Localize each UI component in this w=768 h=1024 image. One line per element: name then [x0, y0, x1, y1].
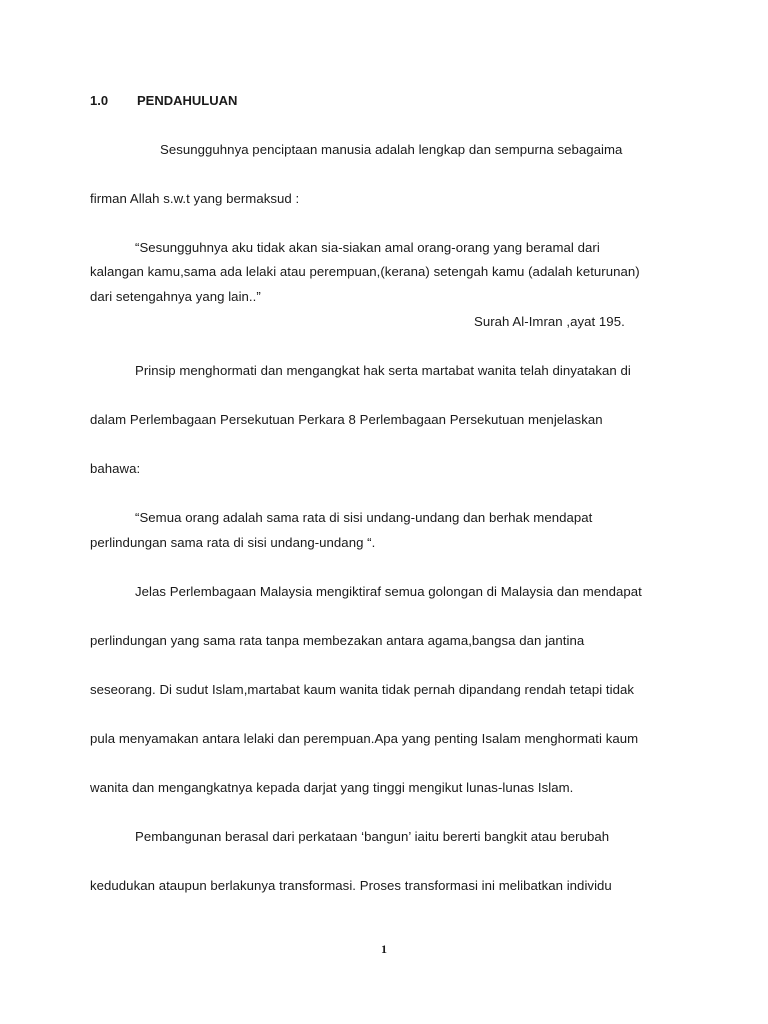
section-title: PENDAHULUAN [137, 93, 238, 108]
paragraph-line: Sesungguhnya penciptaan manusia adalah lengkap dan sempurna sebagaima [160, 142, 623, 157]
quote-line: “Semua orang adalah sama rata di sisi undang-undang dan berhak mendapat [135, 510, 593, 525]
paragraph-line: Prinsip menghormati dan mengangkat hak serta martabat wanita telah dinyatakan di [135, 363, 631, 378]
quote-line: dari setengahnya yang lain..” [90, 289, 261, 304]
quote-citation: Surah Al-Imran ,ayat 195. [474, 314, 625, 329]
paragraph-line: Pembangunan berasal dari perkataan ‘bangun’ iaitu bererti bangkit atau berubah [135, 829, 610, 844]
paragraph-line: dalam Perlembagaan Persekutuan Perkara 8 Perlembagaan Persekutuan menjelaskan [90, 412, 603, 427]
quote-line: perlindungan sama rata di sisi undang-undang “. [90, 535, 376, 550]
quote-line: kalangan kamu,sama ada lelaki atau perempuan,(kerana) setengah kamu (adalah keturunan) [90, 264, 640, 279]
paragraph-line: firman Allah s.w.t yang bermaksud : [90, 191, 300, 206]
section-number: 1.0 [90, 93, 109, 108]
page-number: 1 [381, 942, 387, 956]
paragraph-line: wanita dan mengangkatnya kepada darjat yang tinggi mengikut lunas-lunas Islam. [90, 780, 574, 795]
paragraph-line: Jelas Perlembagaan Malaysia mengiktiraf semua golongan di Malaysia dan mendapat [135, 584, 642, 599]
paragraph-line: bahawa: [90, 461, 141, 476]
paragraph-line: pula menyamakan antara lelaki dan perempuan.Apa yang penting Isalam menghormati kaum [90, 731, 639, 746]
paragraph-line: seseorang. Di sudut Islam,martabat kaum wanita tidak pernah dipandang rendah tetapi tidak [90, 682, 634, 697]
paragraph-line: perlindungan yang sama rata tanpa membezakan antara agama,bangsa dan jantina [90, 633, 585, 648]
paragraph-line: kedudukan ataupun berlakunya transformasi. Proses transformasi ini melibatkan individu [90, 878, 612, 893]
quote-line: “Sesungguhnya aku tidak akan sia-siakan amal orang-orang yang beramal dari [135, 240, 600, 255]
